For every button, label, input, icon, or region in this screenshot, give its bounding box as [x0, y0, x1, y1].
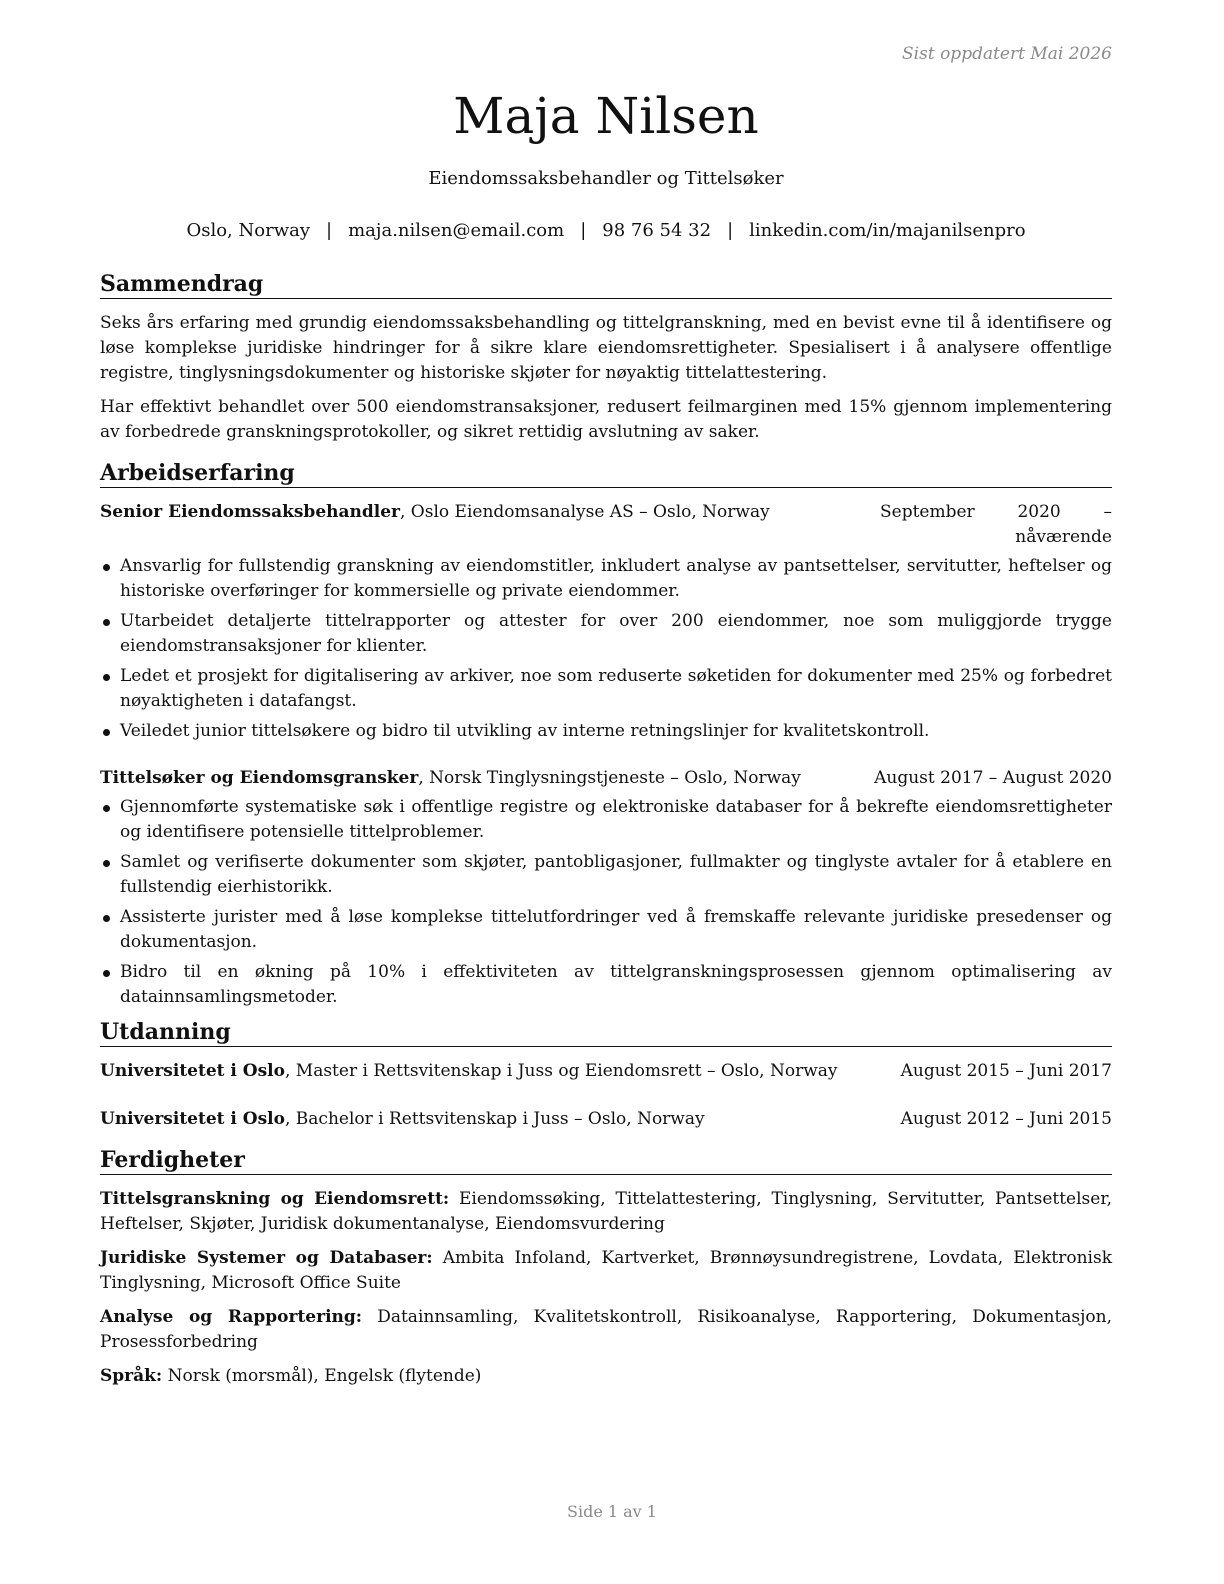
bullet-text: Ansvarlig for fullstendig granskning av eiendomstitler, inkludert analyse av pantsettelser, servitutter, heftelser og historiske overføringer for kommersielle og private eiendommer. [120, 556, 1112, 601]
bullet-icon [103, 619, 110, 626]
bullet-icon [103, 674, 110, 681]
job-bullet [100, 905, 1112, 955]
contact-email[interactable]: maja.nilsen@email.com [348, 220, 565, 241]
job-bullet [100, 664, 1112, 714]
bullet-text: Ledet et prosjekt for digitalisering av arkiver, noe som reduserte søketiden for dokumenter med 25% og forbedret nøyaktigheten i datafangst. [120, 666, 1112, 711]
bullet-icon [103, 860, 110, 867]
skill-value: Ambita Infoland, Kartverket, Brønnøysundregistrene, Lovdata, Elektronisk Tinglysning, Microsoft Office Suite [100, 1248, 1113, 1293]
education-detail: , Bachelor i Rettsvitenskap i Juss – Oslo, Norway [284, 1109, 705, 1129]
job-header [100, 766, 1112, 791]
section-heading-education: Utdanning [100, 1018, 1112, 1047]
education-line [100, 1107, 705, 1132]
job-bullets [100, 554, 1112, 744]
skill-label: Språk: [100, 1366, 163, 1386]
candidate-name: Maja Nilsen [453, 87, 759, 145]
education-school: Universitetet i Oslo [100, 1109, 285, 1129]
contact-line [100, 219, 1112, 243]
candidate-title: Eiendomssaksbehandler og Tittelsøker [428, 168, 784, 189]
education-school: Universitetet i Oslo [100, 1061, 285, 1081]
summary-paragraph: Seks års erfaring med grundig eiendomssaksbehandling og tittelgranskning, med en bevist evne til å identifisere og løse komplekse juridiske hindringer for å sikre klare eiendomsrettigheter. Spesialisert i å analysere offentlige registre, tinglysningsdokumenter og historiske skjøter for nøyaktig tittelattestering. [100, 313, 1112, 383]
summary-paragraph: Har effektivt behandlet over 500 eiendomstransaksjoner, redusert feilmarginen med 15% gjennom implementering av forbedrede granskningsprotokoller, og sikret rettidig avslutning av saker. [100, 397, 1112, 442]
skill-label: Analyse og Rapportering: [100, 1307, 363, 1327]
contact-location: Oslo, Norway [186, 220, 310, 241]
contact-linkedin[interactable]: linkedin.com/in/majanilsenpro [749, 220, 1026, 241]
job-entry [100, 500, 1112, 744]
skill-value: Norsk (morsmål), Engelsk (flytende) [162, 1366, 482, 1386]
job-role: Senior Eiendomssaksbehandler [100, 502, 400, 522]
skill-label: Tittelsgranskning og Eiendomsrett: [100, 1189, 450, 1209]
skill-value: Eiendomssøking, Tittelattestering, Tinglysning, Servitutter, Pantsettelser, Heftelser, Skjøter, Juridisk dokumentanalyse, Eiendomsvurdering [100, 1189, 1112, 1234]
job-header [100, 500, 1112, 550]
job-bullet [100, 960, 1112, 1010]
bullet-icon [103, 805, 110, 812]
contact-separator: | [326, 220, 333, 241]
education-entry [100, 1059, 1112, 1084]
bullet-text: Veiledet junior tittelsøkere og bidro til utvikling av interne retningslinjer for kvalitetskontroll. [120, 721, 930, 741]
bullet-text: Gjennomførte systematiske søk i offentlige registre og elektroniske databaser for å bekrefte eiendomsrettigheter og identifisere potensielle tittelproblemer. [120, 797, 1112, 842]
job-org: , Norsk Tinglysningstjeneste – Oslo, Norway [418, 768, 801, 788]
job-dates: August 2017 – August 2020 [874, 768, 1112, 788]
bullet-icon [103, 970, 110, 977]
education-detail: , Master i Rettsvitenskap i Juss og Eiendomsrett – Oslo, Norway [284, 1061, 838, 1081]
contact-separator: | [727, 220, 734, 241]
job-dates: September 2020 – nåværende [880, 502, 1112, 547]
job-title-line [100, 500, 770, 550]
skill-line [100, 1187, 1112, 1237]
skill-line [100, 1305, 1112, 1355]
last-updated: Sist oppdatert Mai 2026 [902, 44, 1112, 64]
education-entry [100, 1107, 1112, 1132]
section-heading-skills: Ferdigheter [100, 1146, 1112, 1175]
job-bullet [100, 795, 1112, 845]
job-bullet [100, 850, 1112, 900]
skill-value: Datainnsamling, Kvalitetskontroll, Risikoanalyse, Rapportering, Dokumentasjon, Prosessforbedring [100, 1307, 1112, 1352]
page-number: Side 1 av 1 [567, 1502, 657, 1521]
education-dates: August 2012 – Juni 2015 [900, 1109, 1112, 1129]
job-title-line [100, 766, 801, 791]
section-heading-summary: Sammendrag [100, 270, 1112, 299]
job-bullet [100, 554, 1112, 604]
bullet-icon [103, 564, 110, 571]
bullet-text: Assisterte jurister med å løse komplekse tittelutfordringer ved å fremskaffe relevante juridiske presedenser og dokumentasjon. [120, 907, 1112, 952]
bullet-text: Samlet og verifiserte dokumenter som skjøter, pantobligasjoner, fullmakter og tinglyste avtaler for å etablere en fullstendig eierhistorikk. [120, 852, 1112, 897]
job-role: Tittelsøker og Eiendomsgransker [100, 768, 419, 788]
section-heading-experience: Arbeidserfaring [100, 459, 1112, 488]
skill-line [100, 1246, 1112, 1296]
skill-label: Juridiske Systemer og Databaser: [100, 1248, 433, 1268]
skill-line [100, 1364, 1112, 1389]
resume-content [100, 270, 1112, 1398]
job-bullet [100, 719, 1112, 744]
contact-separator: | [580, 220, 587, 241]
bullet-text: Bidro til en økning på 10% i effektiviteten av tittelgranskningsprosessen gjennom optimalisering av datainnsamlingsmetoder. [120, 962, 1112, 1007]
job-org: , Oslo Eiendomsanalyse AS – Oslo, Norway [400, 502, 770, 522]
job-bullets [100, 795, 1112, 1010]
job-entry [100, 766, 1112, 1010]
job-bullet [100, 609, 1112, 659]
education-line [100, 1059, 838, 1084]
bullet-text: Utarbeidet detaljerte tittelrapporter og attester for over 200 eiendommer, noe som muliggjorde trygge eiendomstransaksjoner for klienter. [120, 611, 1112, 656]
education-dates: August 2015 – Juni 2017 [900, 1061, 1112, 1081]
bullet-icon [103, 915, 110, 922]
bullet-icon [103, 729, 110, 736]
contact-phone: 98 76 54 32 [602, 220, 712, 241]
